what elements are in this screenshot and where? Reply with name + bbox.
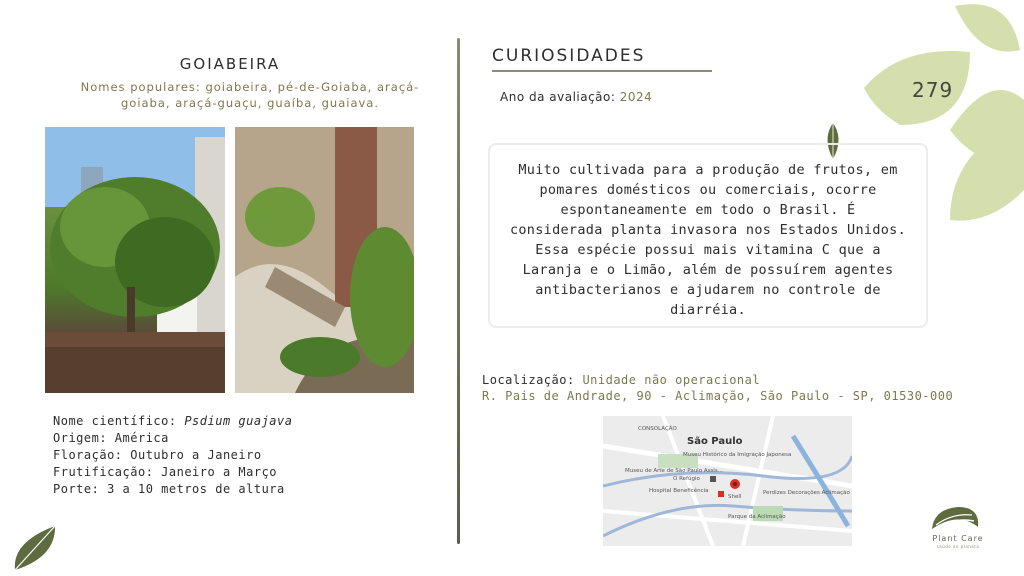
evaluation-year: Ano da avaliação: 2024 xyxy=(500,90,653,104)
map-label: Museu Histórico da Imigração Japonesa xyxy=(683,452,792,458)
map-label: Shell xyxy=(728,494,742,500)
location-map[interactable] xyxy=(603,416,852,546)
curiosities-title: CURIOSIDADES xyxy=(492,46,646,66)
scientific-name: Nome científico: Psdium guajava xyxy=(53,414,293,428)
tree-photo xyxy=(45,127,225,393)
flowering: Floração: Outubro a Janeiro xyxy=(53,448,262,462)
plant-title: GOIABEIRA xyxy=(179,55,281,73)
column-divider xyxy=(457,38,460,544)
map-label: Hospital Beneficência xyxy=(649,488,709,494)
origin: Origem: América xyxy=(53,431,169,445)
brand-tagline: saúde ao planeta xyxy=(936,544,980,549)
curiosity-text: Muito cultivada para a produção de frutos, em pomares domésticos ou comerciais, ocorre espontaneamente em todo o Brasil. É considerada planta invasora nos Estados Unidos. Essa espécie possui mais vitamina C que a Laranja e o Limão, além de possuírem agentes antibacterianos e ajudarem no controle de diarréia. xyxy=(509,162,907,318)
map-label: CONSOLAÇÃO xyxy=(638,426,677,432)
trunk-photo xyxy=(235,127,414,393)
map-label: Perdizes Decorações Aclimação xyxy=(763,490,850,496)
address: R. Pais de Andrade, 90 - Aclimação, São Paulo - SP, 01530-000 xyxy=(482,389,954,403)
tree-photo-illustration xyxy=(45,127,225,393)
fruiting: Frutificação: Janeiro a Março xyxy=(53,465,278,479)
map-city-label: São Paulo xyxy=(687,436,743,447)
title-underline xyxy=(492,70,712,72)
size: Porte: 3 a 10 metros de altura xyxy=(53,482,285,496)
location: Localização: Unidade não operacional xyxy=(482,373,761,387)
trunk-photo-illustration xyxy=(235,127,414,393)
map-label: Museu de Arte de São Paulo Assis... xyxy=(625,468,723,474)
brand-name: Plant Care xyxy=(932,534,984,543)
map-label: O Refúgio xyxy=(673,476,700,482)
plant-number-badge: 279 xyxy=(912,78,954,102)
plant-care-logo-icon xyxy=(928,503,982,533)
leaf-icon xyxy=(10,522,60,572)
popular-names: Nomes populares: goiabeira, pé-de-Goiaba, araçá- goiaba, araçá-guaçu, guaíba, guaiava. xyxy=(80,80,420,110)
plant-info xyxy=(53,413,292,498)
map-label: Parque da Aclimação xyxy=(728,514,786,520)
